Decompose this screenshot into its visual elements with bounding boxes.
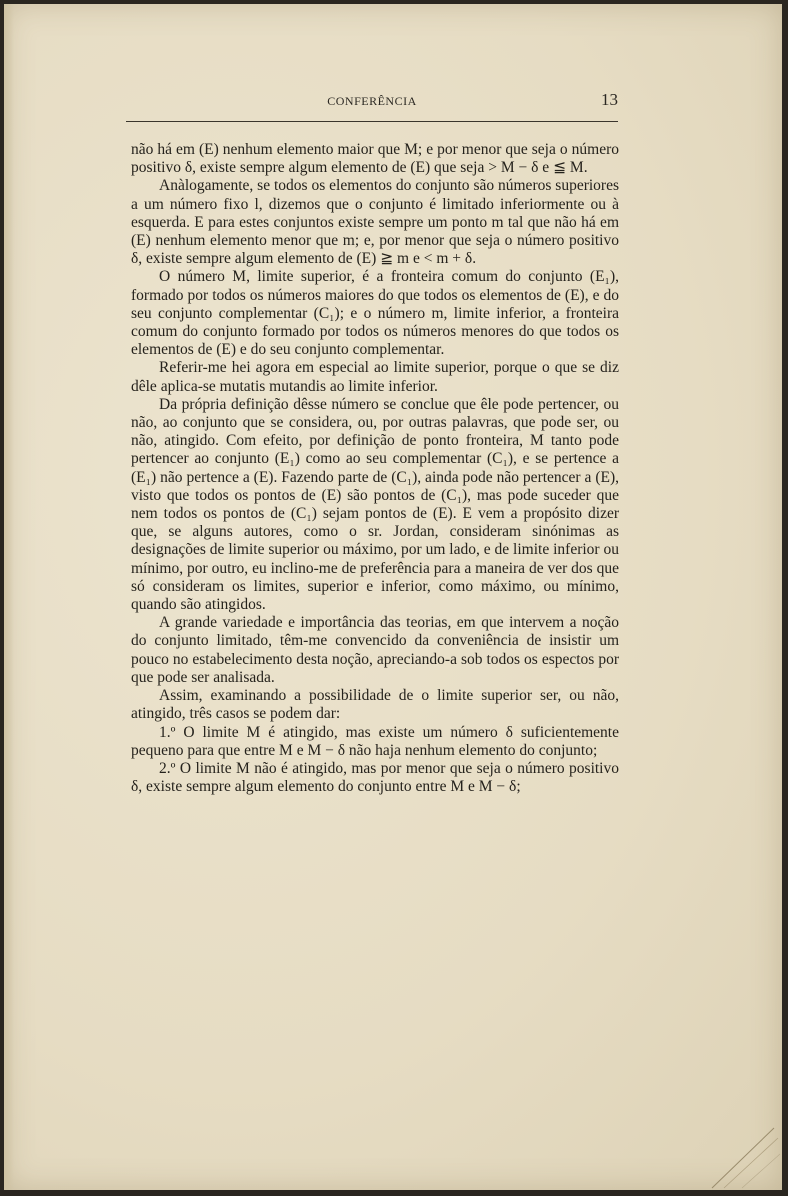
- header-rule: [126, 121, 618, 122]
- paragraph: A grande variedade e importância das teorias, em que intervem a noção do conjunto limitado, têm-me convencido da conveniência de insistir um pouco no estabelecimento desta noção, apreciando-a sob todos os espectos por que pode ser analisada.: [131, 614, 619, 686]
- page-edge-shading: [4, 4, 14, 1190]
- paragraph: Referir-me hei agora em especial ao limite superior, porque o que se diz dêle aplica-se mutatis mutandis ao limite inferior.: [131, 359, 619, 395]
- paragraph: não há em (E) nenhum elemento maior que M; e por menor que seja o número positivo δ, existe sempre algum elemento de (E) que seja > M − δ e ≦ M.: [131, 141, 619, 177]
- running-head: CONFERÊNCIA: [327, 94, 417, 108]
- body-text: [131, 141, 619, 796]
- paragraph: Da própria definição dêsse número se conclue que êle pode pertencer, ou não, ao conjunto que se considera, ou, por outras palavras, que pode ser, ou não, atingido. Com efeito, por definição de ponto fronteira, M tanto pode pertencer ao conjunto (E₁) como ao seu complementar (C₁), e se pertence a (E₁) não pertence a (E). Fazendo parte de (C₁), ainda pode não pertencer a (E), visto que todos os pontos de (E) são pontos de (C₁), mas pode suceder que nem todos os pontos de (C₁) sejam pontos de (E). E vem a propósito dizer que, se alguns autores, como o sr. Jordan, consideram sinónimas as designações de limite superior ou máximo, por um lado, e de limite inferior ou mínimo, por outro, eu inclino-me de preferência para a maneira de ver dos que só consideram os limites, superior e inferior, como máximo, ou mínimo, quando são atingidos.: [131, 395, 619, 614]
- paragraph: Anàlogamente, se todos os elementos do conjunto são números superiores a um número fixo l, dizemos que o conjunto é limitado inferiormente ou à esquerda. E para estes conjuntos existe sempre um ponto m tal que não há em (E) nenhum elemento menor que m; e, por menor que seja o número positivo δ, existe sempre algum elemento de (E) ≧ m e < m + δ.: [131, 177, 619, 268]
- page-corner-crease: [702, 1120, 782, 1190]
- page-number: 13: [601, 90, 618, 109]
- paragraph: O número M, limite superior, é a fronteira comum do conjunto (E₁), formado por todos os números maiores do que todos os elementos de (E), e do seu conjunto complementar (C₁); e o número m, limite inferior, a fronteira comum do conjunto formado por todos os números menores do que todos os elementos de (E) e do seu conjunto complementar.: [131, 268, 619, 359]
- paragraph: 1.º O limite M é atingido, mas existe um número δ suficientemente pequeno para que entre M e M − δ não haja nenhum elemento do conjunto;: [131, 723, 619, 759]
- paragraph: Assim, examinando a possibilidade de o limite superior ser, ou não, atingido, três casos se podem dar:: [131, 687, 619, 723]
- paragraph: 2.º O limite M não é atingido, mas por menor que seja o número positivo δ, existe sempre algum elemento do conjunto entre M e M − δ;: [131, 759, 619, 796]
- page-header: [126, 90, 618, 116]
